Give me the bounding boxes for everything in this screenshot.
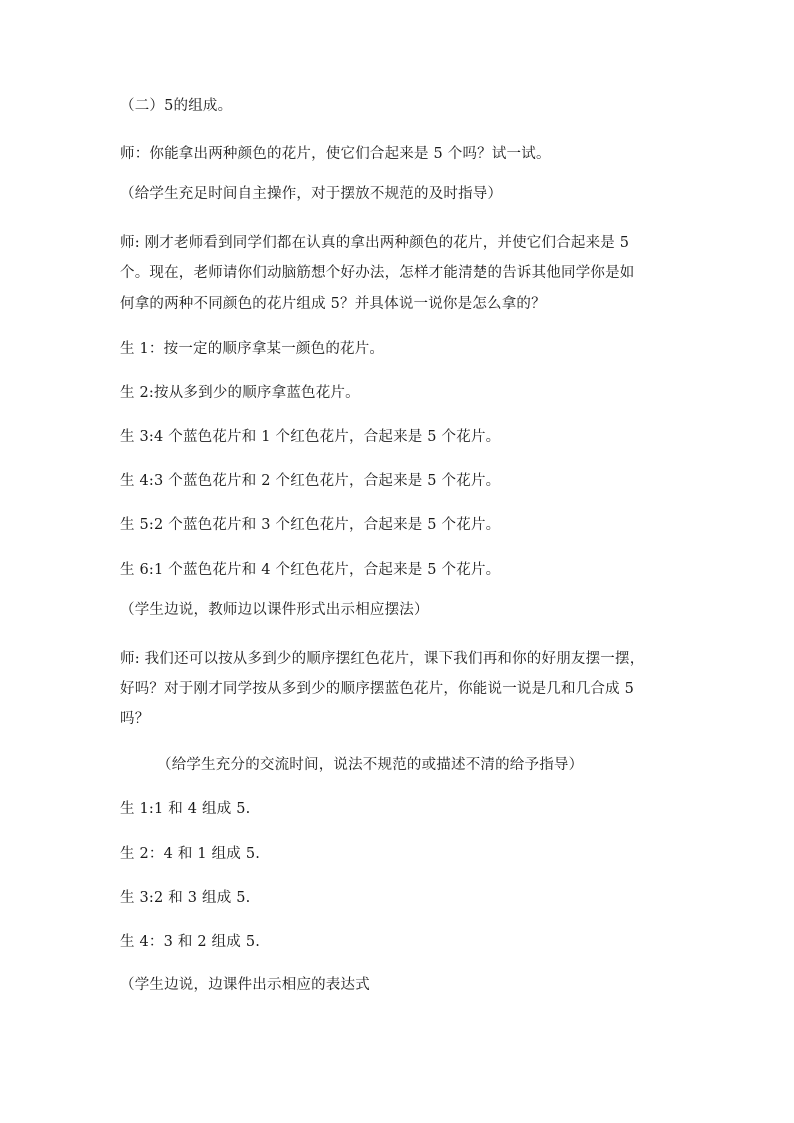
text-line: （学生边说，边课件出示相应的表达式 bbox=[120, 977, 370, 993]
text-line: 生 1：按一定的顺序拿某一颜色的花片。 bbox=[120, 341, 385, 357]
text-line: 生 4:3 个蓝色花片和 2 个红色花片，合起来是 5 个花片。 bbox=[120, 473, 501, 489]
text-line: 生 6:1 个蓝色花片和 4 个红色花片，合起来是 5 个花片。 bbox=[120, 562, 501, 578]
text-line: 师：你能拿出两种颜色的花片，使它们合起来是 5 个吗？试一试。 bbox=[120, 146, 551, 162]
text-line: 生 5:2 个蓝色花片和 3 个红色花片，合起来是 5 个花片。 bbox=[120, 517, 501, 533]
text-line: （给学生充分的交流时间，说法不规范的或描述不清的给予指导） bbox=[157, 757, 584, 773]
text-line: 吗？ bbox=[120, 711, 150, 727]
text-line: 生 2：4 和 1 组成 5. bbox=[120, 846, 261, 862]
text-line: 个。现在，老师请你们动脑筋想个好办法，怎样才能清楚的告诉其他同学你是如 bbox=[120, 265, 635, 281]
text-line: 生 3:2 和 3 组成 5. bbox=[120, 890, 251, 906]
text-line: 何拿的两种不同颜色的花片组成 5？并具体说一说你是怎么拿的？ bbox=[120, 296, 546, 312]
text-line: 生 2:按从多到少的顺序拿蓝色花片。 bbox=[120, 385, 360, 401]
text-line: 师: 刚才老师看到同学们都在认真的拿出两种颜色的花片，并使它们合起来是 5 bbox=[120, 235, 630, 251]
text-line: （给学生充足时间自主操作，对于摆放不规范的及时指导） bbox=[120, 186, 503, 202]
text-line: 好吗？对于刚才同学按从多到少的顺序摆蓝色花片，你能说一说是几和几合成 5 bbox=[120, 681, 635, 697]
section-heading: （二）5的组成。 bbox=[120, 98, 233, 114]
text-line: 师: 我们还可以按从多到少的顺序摆红色花片，课下我们再和你的好朋友摆一摆， bbox=[120, 651, 645, 667]
text-line: 生 3:4 个蓝色花片和 1 个红色花片，合起来是 5 个花片。 bbox=[120, 429, 501, 445]
text-line: （学生边说，教师边以课件形式出示相应摆法） bbox=[120, 602, 429, 618]
text-line: 生 1:1 和 4 组成 5. bbox=[120, 801, 251, 817]
text-line: 生 4：3 和 2 组成 5. bbox=[120, 934, 261, 950]
